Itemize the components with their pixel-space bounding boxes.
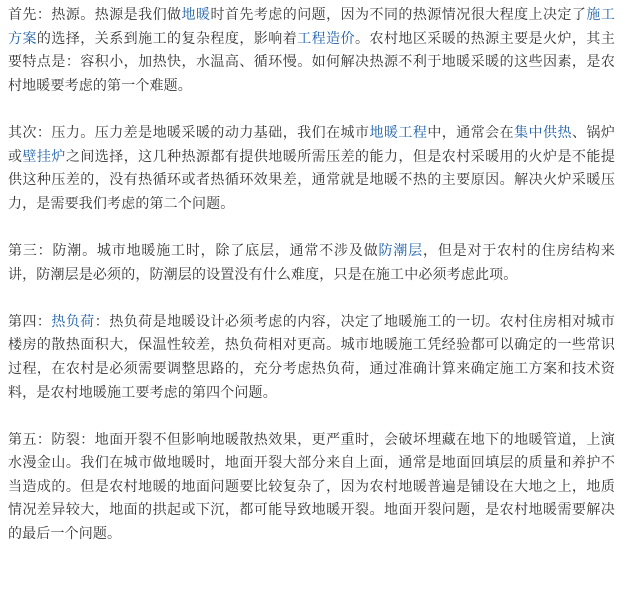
link-central-heating[interactable]: 集中供热 — [514, 124, 572, 141]
paragraph-spacer — [8, 287, 615, 311]
paragraph-text: 首先：热源。热源是我们做 — [8, 7, 182, 23]
paragraph-crack-prevention — [8, 429, 615, 547]
paragraph-text: 第五：防裂：地面开裂不但影响地暖散热效果，更严重时，会破坏埋藏在地下的地暖管道，上演水漫金山。我们在城市做地暖时，地面开裂大部分来自上面，通常是地面回填层的质量和养护不当造成的。但是农村地暖的地面问题要比较复杂了，因为农村地暖普遍是铺设在大地之上，地质情况差异较大，地面的拱起或下沉，都可能导致地暖开裂。地面开裂问题，是农村地暖需要解决的最后一个问题。 — [8, 431, 615, 543]
link-heat-load[interactable]: 热负荷 — [51, 313, 95, 330]
paragraph-text: 其次：压力。压力差是地暖采暖的动力基础，我们在城市 — [8, 124, 370, 141]
paragraph-text: ：热负荷是地暖设计必须考虑的内容，决定了地暖施工的一切。农村住房相对城市楼房的散热面积大，保温性较差，热负荷相对更高。城市地暖施工凭经验都可以确定的一些常识过程，在农村是必须需要调整思路的，充分考虑热负荷，通过准确计算来确定施工方案和技术资料，是农村地暖施工要考虑的第四个问题。 — [8, 313, 616, 401]
paragraph-text: 之间选择，这几种热源都有提供地暖所需压差的能力，但是农村采暖用的火炉是不能提供这种压差的，没有热循环或者热循环效果差，通常就是地暖不热的主要原因。解决火炉采暖压力，是需要我们考虑的第二个问题。 — [8, 148, 616, 212]
paragraph-text: 的选择，关系到施工的复杂程度，影响着 — [36, 30, 298, 47]
paragraph-text: 、锅炉或 — [8, 124, 616, 165]
paragraph-moisture-proof — [8, 240, 615, 287]
paragraph-pressure — [8, 122, 615, 216]
link-construction-plan[interactable]: 施工方案 — [8, 7, 615, 47]
link-floor-heating[interactable]: 地暖 — [181, 7, 211, 23]
link-project-cost[interactable]: 工程造价 — [297, 30, 356, 47]
paragraph-text: 。农村地区采暖的热源主要是火炉，其主要特点是：容积小，加热快，水温高、循环慢。如何解决热源不利于地暖采暖的这些因素，是农村地暖要考虑的第一个难题。 — [8, 30, 615, 94]
paragraph-heat-load — [8, 311, 615, 405]
link-wall-boiler[interactable]: 壁挂炉 — [22, 148, 66, 165]
paragraph-text: 第三：防潮。城市地暖施工时，除了底层，通常不涉及做 — [8, 242, 379, 259]
paragraph-text: ，但是对于农村的住房结构来讲，防潮层是必须的，防潮层的设置没有什么难度，只是在施工中必须考虑此项。 — [8, 242, 616, 283]
paragraph-text: 时首先考虑的问题，因为不同的热源情况很大程度上决定了 — [210, 7, 587, 23]
paragraph-heat-source — [8, 4, 615, 98]
paragraph-spacer — [8, 405, 615, 429]
paragraph-text: 中，通常会在 — [427, 124, 515, 141]
link-moisture-layer[interactable]: 防潮层 — [378, 242, 423, 259]
paragraph-spacer — [8, 216, 615, 240]
paragraph-text: 第四： — [8, 313, 52, 330]
link-floor-heating-project[interactable]: 地暖工程 — [369, 124, 428, 141]
paragraph-spacer — [8, 98, 615, 122]
